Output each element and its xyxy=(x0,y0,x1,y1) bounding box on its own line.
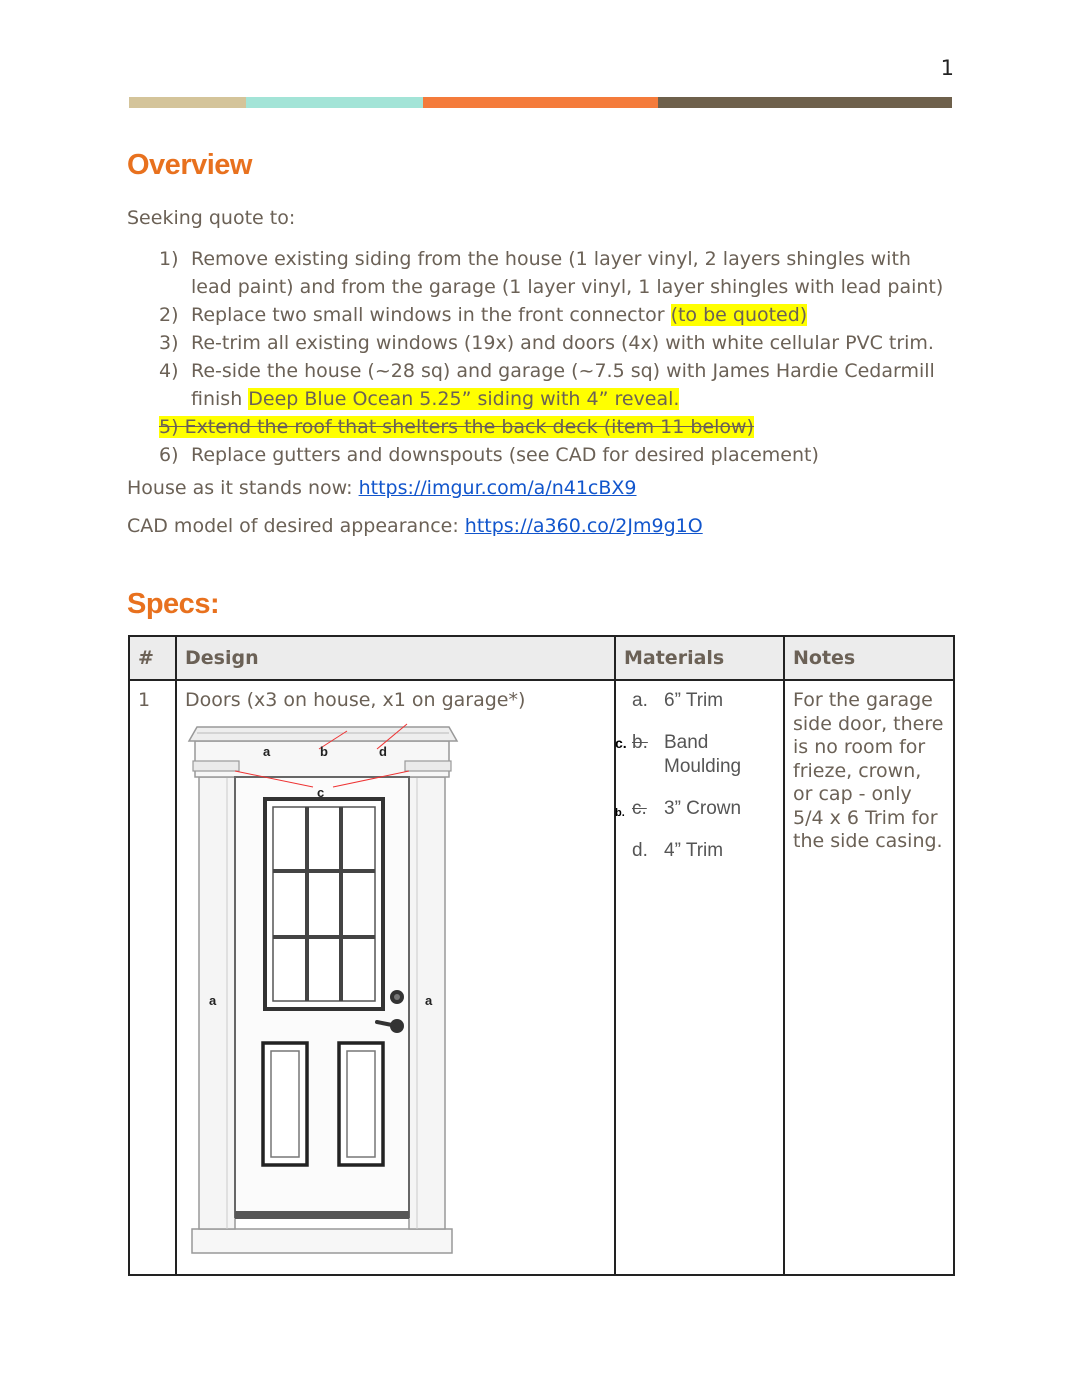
color-bar-segment xyxy=(246,97,423,108)
item-number: 5) xyxy=(159,416,179,438)
specs-heading: Specs: xyxy=(127,588,220,620)
cad-link-line xyxy=(127,515,703,537)
diagram-label-a-right: a xyxy=(425,993,433,1008)
table-header-row xyxy=(129,636,954,680)
item-text: Extend the roof that shelters the back deck (item 11 below) xyxy=(184,416,754,438)
material-label: 3” Crown xyxy=(664,798,742,819)
diagram-label-a: a xyxy=(263,744,271,759)
cad-link-label: CAD model of desired appearance: xyxy=(127,515,465,537)
list-item xyxy=(127,441,957,469)
item-text: Replace two small windows in the front connector xyxy=(191,304,671,326)
list-item-struck xyxy=(127,413,957,441)
column-header-materials: Materials xyxy=(615,636,784,680)
header-color-bar xyxy=(129,97,952,108)
specs-table xyxy=(128,635,955,1276)
material-letter-struck: b. xyxy=(632,732,648,753)
notes-cell: For the garage side door, there is no room for frieze, crown, or cap - only 5/4 x 6 Trim for the side casing. xyxy=(784,680,954,1275)
item-number: 6) xyxy=(159,444,179,466)
cad-model-link[interactable]: https://a360.co/2Jm9g1O xyxy=(464,515,703,537)
color-bar-segment xyxy=(423,97,658,108)
design-text: Doors (x3 on house, x1 on garage*) xyxy=(185,689,526,711)
quote-items-list xyxy=(127,245,957,469)
item-text: Re-side the house (~28 sq) and garage (~7.5 sq) with James Hardie Cedarmill finish xyxy=(191,360,935,410)
column-header-number: # xyxy=(129,636,176,680)
color-bar-segment xyxy=(658,97,952,108)
door-trim-diagram xyxy=(187,719,467,1259)
diagram-label-c: c xyxy=(317,785,325,800)
house-link-label: House as it stands now: xyxy=(127,477,359,499)
material-label: Band Moulding xyxy=(664,732,742,777)
item-number: 3) xyxy=(159,332,179,354)
item-number: 2) xyxy=(159,304,179,326)
material-letter-struck: c. xyxy=(632,798,647,819)
highlighted-text: (to be quoted) xyxy=(670,304,808,326)
list-item xyxy=(127,245,957,301)
material-letter-correction: b. xyxy=(615,807,625,819)
diagram-label-b: b xyxy=(320,744,328,759)
item-text: Replace gutters and downspouts (see CAD for desired placement) xyxy=(191,444,819,466)
column-header-notes: Notes xyxy=(784,636,954,680)
material-letter-correction: c. xyxy=(615,735,627,751)
material-letter: a. xyxy=(632,690,648,711)
list-item xyxy=(624,689,775,713)
item-number: 4) xyxy=(159,360,179,382)
material-label: 4” Trim xyxy=(664,840,724,861)
diagram-label-a-left: a xyxy=(209,993,217,1008)
materials-cell xyxy=(615,680,784,1275)
house-photos-link[interactable]: https://imgur.com/a/n41cBX9 xyxy=(358,477,637,499)
item-number: 1) xyxy=(159,248,179,270)
highlighted-text: Deep Blue Ocean 5.25” siding with 4” reveal. xyxy=(248,388,680,410)
intro-text: Seeking quote to: xyxy=(127,207,296,229)
column-header-design: Design xyxy=(176,636,615,680)
list-item xyxy=(127,357,957,413)
page-number: 1 xyxy=(940,56,954,80)
diagram-label-d: d xyxy=(379,744,387,759)
item-text: Remove existing siding from the house (1 layer vinyl, 2 layers shingles with lead paint) and from the garage (1 layer vinyl, 1 layer shingles with lead paint) xyxy=(191,248,944,298)
material-label: 6” Trim xyxy=(664,690,724,711)
list-item xyxy=(615,797,775,821)
materials-list xyxy=(615,689,775,863)
material-letter: d. xyxy=(632,840,648,861)
overview-heading: Overview xyxy=(127,149,252,181)
list-item xyxy=(127,301,957,329)
house-link-line xyxy=(127,477,637,499)
item-text: Re-trim all existing windows (19x) and doors (4x) with white cellular PVC trim. xyxy=(191,332,934,354)
row-number: 1 xyxy=(129,680,176,1275)
design-cell xyxy=(176,680,615,1275)
list-item xyxy=(624,839,775,863)
list-item xyxy=(127,329,957,357)
list-item xyxy=(615,731,775,779)
table-row xyxy=(129,680,954,1275)
struck-highlighted-item xyxy=(159,416,754,438)
color-bar-segment xyxy=(129,97,246,108)
